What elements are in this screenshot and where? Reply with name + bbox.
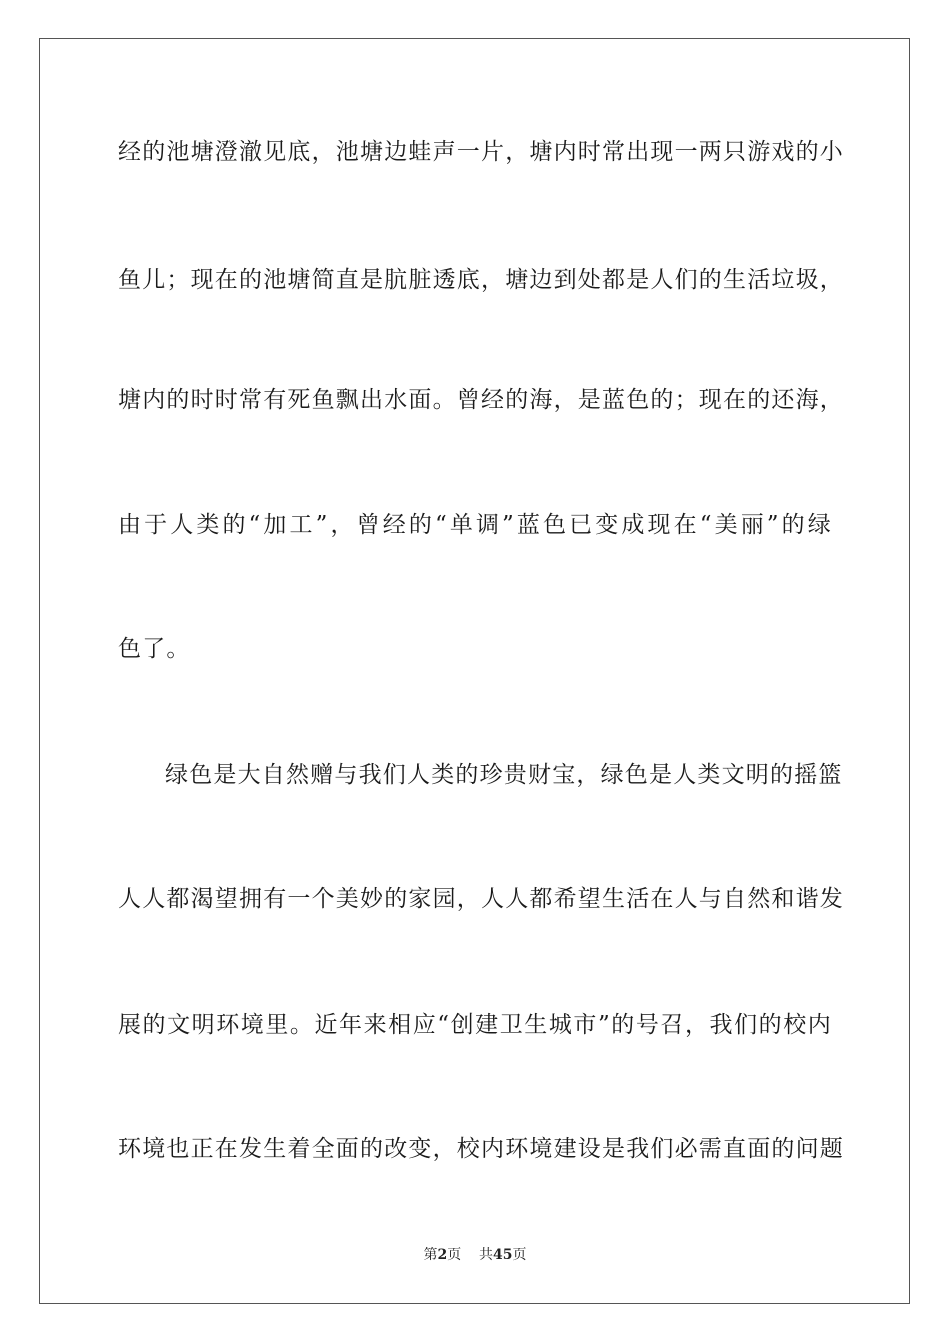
footer-page-prefix: 第: [423, 1247, 438, 1263]
text-line-5: 色了。: [118, 636, 191, 662]
text-line-7: 人人都渴望拥有一个美妙的家园，人人都希望生活在人与自然和谐发: [118, 886, 844, 912]
text-line-2: 鱼儿；现在的池塘简直是肮脏透底，塘边到处都是人们的生活垃圾，: [118, 267, 844, 293]
text-line-9: 环境也正在发生着全面的改变，校内环境建设是我们必需直面的问题: [118, 1136, 844, 1162]
footer-page-current: 2: [437, 1247, 448, 1263]
page-footer: [0, 1245, 950, 1265]
text-line-3: 塘内的时时常有死鱼飘出水面。曾经的海，是蓝色的；现在的还海，: [118, 387, 844, 413]
text-line-4: 由于人类的“加工”，曾经的“单调”蓝色已变成现在“美丽”的绿: [118, 512, 832, 538]
footer-page-total: 45: [493, 1247, 513, 1263]
page-border: [39, 38, 910, 1304]
footer-total-prefix: 共: [479, 1247, 494, 1263]
paragraph-first-line: 绿色是大自然赠与我们人类的珍贵财宝，绿色是人类文明的摇篮: [165, 762, 843, 788]
text-line-1: 经的池塘澄澈见底，池塘边蛙声一片，塘内时常出现一两只游戏的小: [118, 139, 844, 165]
footer-total-suffix: 页: [512, 1247, 527, 1263]
text-line-8: 展的文明环境里。近年来相应“创建卫生城市”的号召，我们的校内: [118, 1012, 832, 1038]
footer-page-suffix: 页: [447, 1247, 462, 1263]
